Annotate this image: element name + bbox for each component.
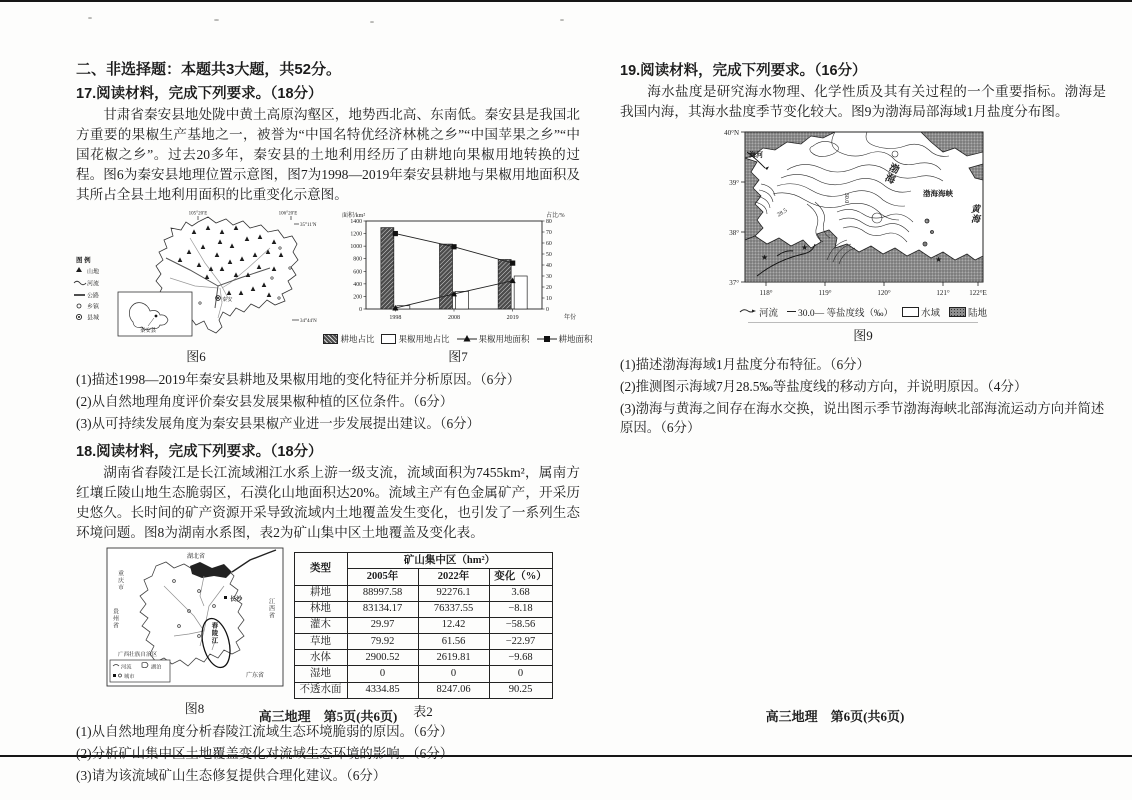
svg-text:乡镇: 乡镇	[87, 304, 100, 311]
value-cell: 83134.17	[347, 601, 418, 617]
svg-text:图 例: 图 例	[76, 256, 91, 264]
svg-text:★: ★	[801, 242, 809, 252]
value-cell: 88997.58	[347, 585, 418, 601]
svg-text:37°: 37°	[729, 278, 739, 287]
svg-text:2008: 2008	[448, 314, 460, 321]
figure-6	[70, 208, 322, 368]
svg-text:119°: 119°	[818, 288, 832, 297]
figure-8	[104, 546, 286, 720]
water-swatch-icon	[902, 307, 919, 317]
page-6	[620, 58, 1106, 440]
table2-row	[294, 666, 552, 682]
guangdong-label: 广东省	[245, 672, 264, 679]
legend-item	[537, 333, 593, 345]
chongling-river-label: 舂陵江	[210, 621, 218, 645]
q17-question-1: (1)描述1998—2019年秦安县耕地及果椒用地的变化特征并分析原因。（6分）	[76, 371, 521, 387]
svg-text:600: 600	[353, 269, 362, 276]
figure-7	[330, 209, 593, 368]
svg-text:60: 60	[546, 240, 552, 247]
value-cell: −22.97	[489, 634, 552, 650]
svg-text:120°: 120°	[877, 288, 891, 297]
landuse-type-cell: 灌木	[294, 617, 347, 633]
hubei-label: 湖北省	[186, 553, 205, 560]
q18-question-3: (3)请为该流域矿山生态修复提供合理化建议。（6分）	[76, 767, 387, 783]
svg-text:1400: 1400	[350, 218, 362, 225]
value-cell: −9.68	[489, 650, 552, 666]
haihe-label: 海河	[749, 150, 763, 159]
value-cell: 0	[489, 666, 552, 682]
svg-text:39°: 39°	[729, 178, 739, 187]
section-header: 二、非选择题：本题共3大题，共52分。	[76, 61, 342, 78]
table2-col-change: 变化（%）	[489, 569, 552, 585]
value-cell: 2900.52	[347, 650, 418, 666]
changsha-label: 长沙	[229, 595, 242, 603]
guangxi-label: 广西壮族自治区	[117, 651, 157, 658]
value-cell: 4334.85	[347, 682, 418, 698]
legend-item	[949, 305, 987, 319]
landuse-type-cell: 林地	[294, 601, 347, 617]
q19-heading: 19.阅读材料，完成下列要求。（16分）	[620, 63, 867, 79]
value-cell: −8.18	[489, 601, 552, 617]
table2-caption: 表2	[413, 703, 433, 719]
legend-item	[323, 333, 374, 345]
jiangxi-label: 江西省	[267, 597, 274, 619]
white-bar-swatch-icon	[381, 334, 396, 344]
fig8-legend	[110, 660, 170, 682]
yellow-sea-label: 黄海	[970, 203, 980, 224]
coord-top-left: 105°20′E	[188, 211, 208, 217]
scan-speck	[560, 19, 564, 21]
table2-body	[294, 585, 552, 698]
fig6-map	[70, 208, 322, 340]
value-cell: 2619.81	[418, 650, 489, 666]
svg-text:★: ★	[935, 254, 943, 264]
svg-text:公路: 公路	[87, 293, 100, 300]
legend-label: 耕地面积	[558, 333, 593, 344]
q18-question-1: (1)从自然地理角度分析舂陵江流域生态环境脆弱的原因。（6分）	[76, 723, 454, 739]
value-cell: 90.25	[489, 682, 552, 698]
svg-text:山地: 山地	[87, 269, 100, 276]
q19-questions	[620, 355, 1106, 437]
table2-row	[294, 601, 552, 617]
q17-questions	[76, 370, 580, 433]
legend-item	[457, 333, 530, 345]
county-seat-label: 秦安	[222, 296, 233, 303]
fig7-legend	[330, 333, 593, 345]
svg-text:★: ★	[761, 252, 769, 262]
legend-label: 果椒用地面积	[478, 333, 530, 344]
value-cell: −58.56	[489, 617, 552, 633]
q17-material: 甘肃省秦安县地处陇中黄土高原沟壑区，地势西北高、东南低。秦安县是我国北方重要的果椒生产基地之一，被誉为“中国名特优经济林桃之乡”“中国苹果之乡”“中国花椒之乡”。过去20多年，秦安县的土地利用经历了由耕地向果椒用地转换的过程。图6为秦安县地理位置示意图，图7为1998—2019年秦安县耕地与果椒用地面积及其所占全县土地利用面积的比重变化示意图。	[76, 107, 580, 202]
q19-question-3: (3)渤海与黄海之间存在海水交换，说出图示季节渤海海峡北部海流运动方向并简述原因。（6分）	[620, 401, 1105, 436]
q17-figures-row	[76, 208, 593, 368]
svg-text:121°: 121°	[936, 288, 950, 297]
fig7-chart	[330, 209, 586, 327]
hatched-bar-swatch-icon	[323, 334, 338, 344]
svg-text:1998: 1998	[389, 314, 402, 321]
fig7-caption: 图7	[448, 348, 468, 364]
fig9-caption: 图9	[748, 322, 978, 344]
table2-row	[294, 634, 552, 650]
fig9-map-box	[717, 126, 1009, 303]
coord-right-top: 35°11′N	[300, 222, 317, 228]
scan-speck	[88, 17, 92, 19]
svg-text:40°N: 40°N	[724, 128, 739, 137]
svg-text:40: 40	[546, 262, 552, 269]
landuse-type-cell: 不透水面	[294, 682, 347, 698]
chongqing-label: 重庆市	[116, 569, 123, 591]
value-cell: 29.97	[347, 617, 418, 633]
bohai-strait-label: 渤海海峡	[923, 188, 953, 198]
q18-figures-row	[76, 546, 580, 720]
page-5	[76, 58, 593, 788]
legend-label: 陆地	[968, 308, 988, 319]
fig6-caption: 图6	[186, 348, 206, 364]
river-icon	[739, 307, 757, 316]
legend-label: 河流	[758, 308, 778, 319]
latitude-axis	[724, 129, 745, 287]
table2-type-header: 类型	[294, 553, 347, 585]
x-axis-title: 年份	[564, 314, 577, 321]
landuse-type-cell: 水体	[294, 650, 347, 666]
scan-border-top	[0, 0, 1132, 2]
table2-row	[294, 682, 552, 698]
table2-row	[294, 617, 552, 633]
value-cell: 92276.1	[418, 585, 489, 601]
city-square-icon	[113, 674, 116, 677]
value-cell: 8247.06	[418, 682, 489, 698]
value-cell: 76337.55	[418, 601, 489, 617]
svg-text:河流: 河流	[87, 281, 100, 288]
town-icon	[77, 304, 81, 308]
q19-material: 海水盐度是研究海水物理、化学性质及其有关过程的一个重要指标。渤海是我国内海，其海水盐度季节变化较大。图9为渤海局部海域1月盐度分布图。	[620, 84, 1106, 119]
fig6-inset	[118, 292, 192, 336]
page-5-footer: 高三地理 第5页(共6页)	[258, 709, 398, 724]
svg-text:70: 70	[546, 229, 552, 236]
landuse-type-cell: 草地	[294, 634, 347, 650]
fig9-legend	[713, 305, 1013, 319]
value-cell: 12.42	[418, 617, 489, 633]
chart-plot-area	[350, 219, 551, 321]
svg-text:0: 0	[546, 306, 549, 313]
landuse-type-cell: 耕地	[294, 585, 347, 601]
svg-text:80: 80	[546, 218, 552, 225]
q18-questions	[76, 722, 580, 785]
contour-label-28-5: 28.5	[776, 207, 789, 219]
svg-text:0: 0	[359, 306, 362, 313]
longitude-axis	[759, 282, 986, 297]
inset-label: 秦安县	[140, 327, 157, 334]
left-axis-title: 面积/km²	[342, 212, 366, 219]
table2-row	[294, 585, 552, 601]
landuse-type-cell: 湿地	[294, 666, 347, 682]
value-cell: 61.56	[418, 634, 489, 650]
page-6-footer: 高三地理 第6页(共6页)	[765, 709, 905, 724]
value-cell: 0	[347, 666, 418, 682]
svg-text:湖泊: 湖泊	[150, 664, 161, 671]
legend-label: 水域	[921, 308, 941, 319]
q19-question-1: (1)描述渤海海域1月盐度分布特征。（6分）	[620, 356, 870, 372]
q17-heading: 17.阅读材料，完成下列要求。（18分）	[76, 86, 323, 102]
land-swatch-icon	[949, 307, 966, 317]
svg-text:2019: 2019	[506, 314, 519, 321]
legend-item	[902, 305, 940, 319]
svg-text:122°E: 122°E	[969, 288, 987, 297]
coord-right-bottom: 34°44′N	[300, 318, 317, 324]
q18-material: 湖南省舂陵江是长江流域湘江水系上游一级支流，流域面积为7455km²，属南方红壤丘陵山地生态脆弱区，石漠化山地面积达20%。流域主产有色金属矿产，开采历史悠久。长时间的矿产资源开采导致流域内土地覆盖发生变化，也引发了一系列生态环境问题。图8为湖南水系图，表2为矿山集中区土地覆盖及变化表。	[76, 464, 580, 540]
table2-col-2022: 2022年	[418, 569, 489, 585]
isohaline-icon	[787, 311, 796, 312]
svg-text:10: 10	[546, 295, 552, 302]
legend-item	[739, 305, 778, 319]
q18-question-2: (2)分析矿山集中区土地覆盖变化对流域生态环境的影响。（6分）	[76, 745, 454, 761]
svg-text:县城: 县城	[87, 315, 100, 322]
svg-text:城市: 城市	[123, 673, 134, 680]
legend-label: 30.0— 等盐度线（‰）	[797, 308, 893, 319]
river-icon	[74, 281, 86, 285]
svg-text:50: 50	[546, 251, 552, 258]
svg-text:河流: 河流	[120, 664, 131, 671]
figure-9	[620, 126, 1106, 347]
changsha-symbol	[224, 596, 227, 599]
triangle-line-icon	[457, 334, 477, 343]
scan-speck	[370, 21, 374, 23]
legend-item	[381, 333, 449, 345]
svg-text:1000: 1000	[350, 243, 362, 250]
fig6-legend	[74, 255, 100, 322]
right-axis-title: 占比/%	[546, 212, 565, 219]
bohai-label: 渤海	[881, 160, 900, 186]
scan-speck	[214, 19, 219, 21]
coord-top-right: 106°20′E	[278, 211, 298, 217]
value-cell: 0	[418, 666, 489, 682]
table2-row	[294, 650, 552, 666]
mountain-icon	[76, 267, 82, 272]
svg-text:400: 400	[353, 281, 362, 288]
svg-text:30: 30	[546, 273, 552, 280]
svg-text:200: 200	[353, 294, 362, 301]
table2-col-2005: 2005年	[347, 569, 418, 585]
legend-item	[787, 305, 893, 319]
svg-text:38°: 38°	[729, 228, 739, 237]
value-cell: 79.92	[347, 634, 418, 650]
legend-label: 耕地占比	[340, 333, 375, 344]
svg-text:1200: 1200	[350, 231, 362, 238]
table2	[294, 552, 553, 699]
q18-heading: 18.阅读材料，完成下列要求。（18分）	[76, 443, 323, 460]
guizhou-label: 贵州省	[111, 607, 118, 629]
table2-group-header: 矿山集中区（hm²）	[347, 553, 552, 569]
legend-label: 果椒用地占比	[398, 333, 450, 344]
svg-text:118°: 118°	[759, 288, 773, 297]
contour-label-30: 30.0	[843, 192, 849, 204]
table-2-block	[294, 552, 553, 720]
square-line-icon	[537, 334, 557, 343]
fig8-caption: 图8	[184, 700, 205, 716]
q19-question-2: (2)推测图示海域7月28.5‰等盐度线的移动方向，并说明原因。（4分）	[620, 378, 1028, 394]
q17-question-2: (2)从自然地理角度评价秦安县发展果椒种植的区位条件。（6分）	[76, 393, 454, 409]
svg-text:800: 800	[353, 256, 362, 263]
svg-text:20: 20	[546, 284, 552, 291]
value-cell: 3.68	[489, 585, 552, 601]
q17-question-3: (3)从可持续发展角度为秦安县果椒产业进一步发展提出建议。（6分）	[76, 415, 480, 431]
fig8-map	[104, 546, 286, 692]
